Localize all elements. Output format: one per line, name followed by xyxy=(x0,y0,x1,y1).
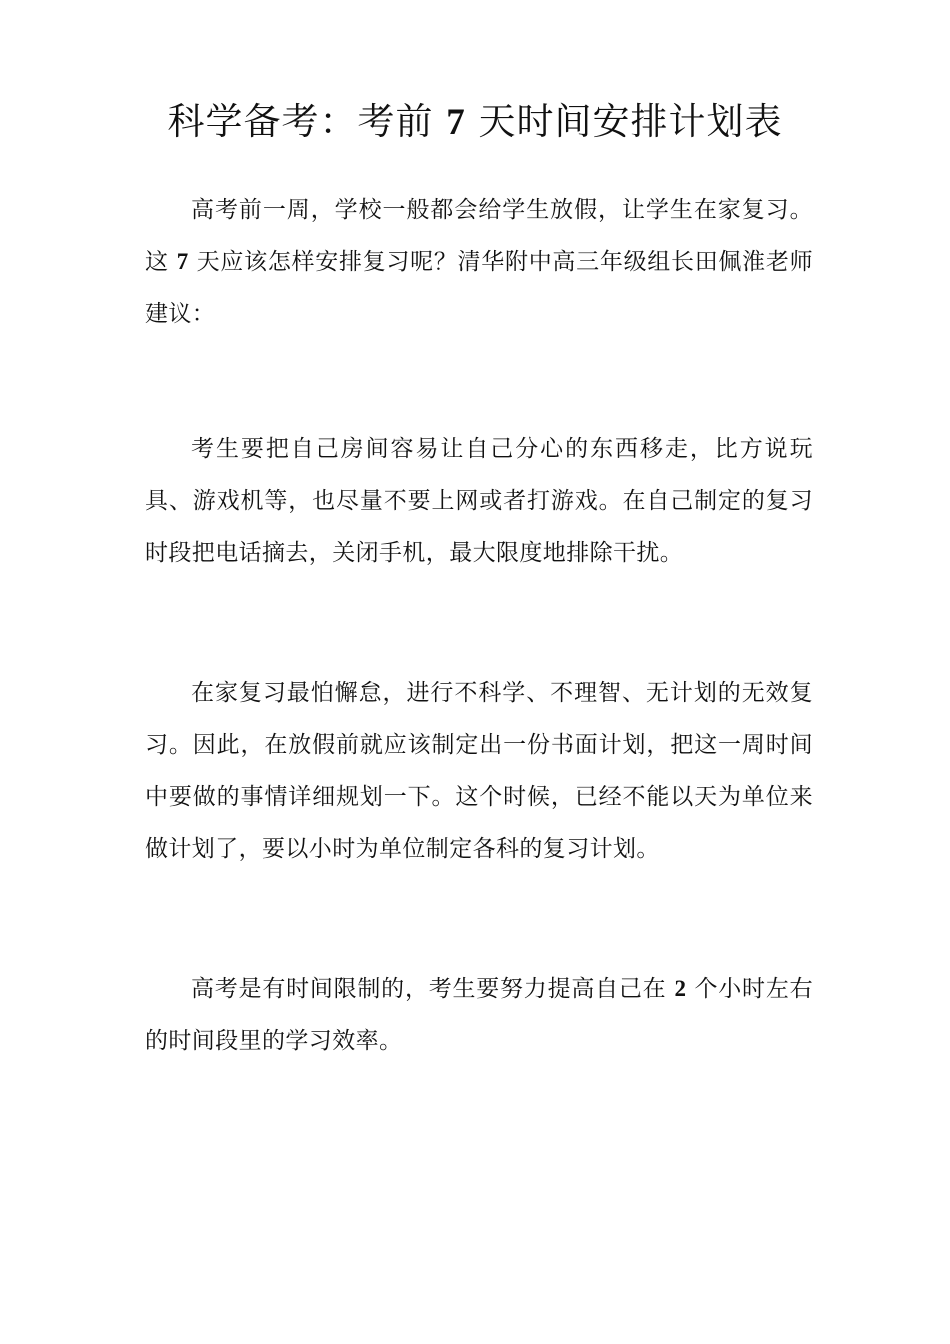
paragraph-efficiency-number: 2 xyxy=(674,976,687,1001)
paragraph-distractions: 考生要把自己房间容易让自己分心的东西移走，比方说玩具、游戏机等，也尽量不要上网或者打游戏。在自己制定的复习时段把电话摘去，关闭手机，最大限度地排除干扰。 xyxy=(145,436,813,566)
paragraph-efficiency-after: 个小时左右的时间段里的学习效率。 xyxy=(145,976,813,1054)
paragraph-intro xyxy=(145,184,813,340)
paragraph-efficiency xyxy=(145,963,813,1067)
title-text-before: 科学备考：考前 xyxy=(167,100,447,143)
paragraph-efficiency-before: 高考是有时间限制的，考生要努力提高自己在 xyxy=(191,976,675,1002)
paragraph-intro-before: 高考前一周，学校一般都会给学生放假，让学生在家复习。这 xyxy=(145,197,813,275)
document-title xyxy=(0,96,950,149)
title-text-after: 天时间安排计划表 xyxy=(465,100,783,143)
paragraph-intro-after: 天应该怎样安排复习呢？清华附中高三年级组长田佩淮老师建议： xyxy=(145,249,813,327)
paragraph-planning: 在家复习最怕懈怠，进行不科学、不理智、无计划的无效复习。因此，在放假前就应该制定出一份书面计划，把这一周时间中要做的事情详细规划一下。这个时候，已经不能以天为单位来做计划了，要以小时为单位制定各科的复习计划。 xyxy=(145,680,813,862)
title-number: 7 xyxy=(446,102,466,143)
paragraph-intro-number: 7 xyxy=(176,249,189,274)
